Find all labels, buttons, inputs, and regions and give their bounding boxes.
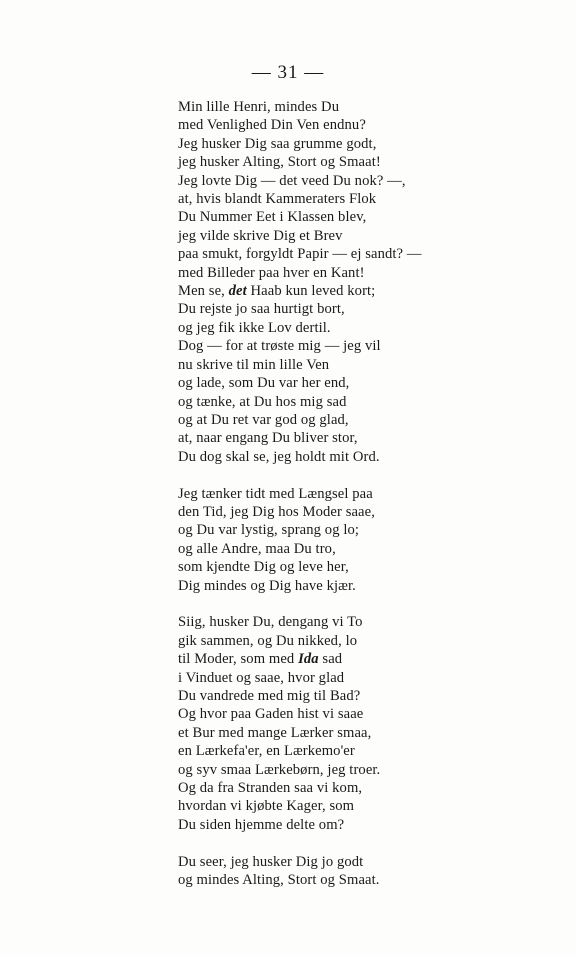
poem-line: Jeg husker Dig saa grumme godt, (178, 135, 377, 152)
poem-line: Og hvor paa Gaden hist vi saae (178, 706, 364, 723)
poem-line: Jeg lovte Dig — det veed Du nok? —, (178, 172, 406, 189)
poem-line: Du vandrede med mig til Bad? (178, 687, 361, 704)
stanza (178, 485, 568, 595)
poem-line: gik sammen, og Du nikked, lo (178, 632, 358, 649)
stanza (178, 853, 568, 890)
poem-line: nu skrive til min lille Ven (178, 356, 330, 373)
poem-line: Dig mindes og Dig have kjær. (178, 577, 356, 594)
poem-line: Jeg tænker tidt med Længsel paa (178, 485, 373, 502)
poem-line: og jeg fik ikke Lov dertil. (178, 319, 331, 336)
poem-line: og mindes Alting, Stort og Smaat. (178, 872, 380, 889)
poem-line: at, hvis blandt Kammeraters Flok (178, 191, 377, 208)
poem-line: Du rejste jo saa hurtigt bort, (178, 301, 345, 318)
poem-line: med Billeder paa hver en Kant! (178, 264, 365, 281)
poem-line: et Bur med mange Lærker smaa, (178, 724, 372, 741)
poem-line: Du Nummer Eet i Klassen blev, (178, 209, 367, 226)
poem-line: jeg vilde skrive Dig et Brev (178, 227, 343, 244)
poem-line: og Du var lystig, sprang og lo; (178, 522, 360, 539)
poem-line: til Moder, som med Ida sad (178, 651, 343, 668)
poem-line: i Vinduet og saae, hvor glad (178, 669, 345, 686)
poem-line: som kjendte Dig og leve her, (178, 559, 349, 576)
poem-line: hvordan vi kjøbte Kager, som (178, 798, 355, 815)
poem-line: og at Du ret var god og glad, (178, 411, 349, 428)
poem-line: Siig, husker Du, dengang vi To (178, 614, 363, 631)
page-number: — 31 — (251, 62, 325, 83)
poem-line: en Lærkefa'er, en Lærkemo'er (178, 743, 355, 760)
poem-line: Du seer, jeg husker Dig jo godt (178, 853, 364, 870)
poem-line: Dog — for at trøste mig — jeg vil (178, 338, 381, 355)
stanza (178, 613, 568, 834)
poem-line: paa smukt, forgyldt Papir — ej sandt? — (178, 246, 422, 263)
poem (178, 98, 568, 908)
poem-line: og alle Andre, maa Du tro, (178, 540, 336, 557)
emphasized-word: det (228, 283, 247, 300)
poem-line: Min lille Henri, mindes Du (178, 99, 340, 115)
poem-line: den Tid, jeg Dig hos Moder saae, (178, 503, 375, 520)
poem-line: Og da fra Stranden saa vi kom, (178, 780, 363, 796)
stanza (178, 98, 568, 466)
poem-line: at, naar engang Du bliver stor, (178, 430, 358, 447)
poem-line: Men se, det Haab kun leved kort; (178, 283, 376, 300)
poem-line: og lade, som Du var her end, (178, 375, 350, 392)
poem-line: med Venlighed Din Ven endnu? (178, 117, 366, 134)
poem-line: og tænke, at Du hos mig sad (178, 393, 347, 410)
poem-line: Du siden hjemme delte om? (178, 816, 345, 833)
poem-line: jeg husker Alting, Stort og Smaat! (178, 154, 381, 171)
poem-line: og syv smaa Lærkebørn, jeg troer. (178, 761, 381, 778)
emphasized-word: Ida (298, 651, 319, 668)
poem-line: Du dog skal se, jeg holdt mit Ord. (178, 448, 380, 465)
